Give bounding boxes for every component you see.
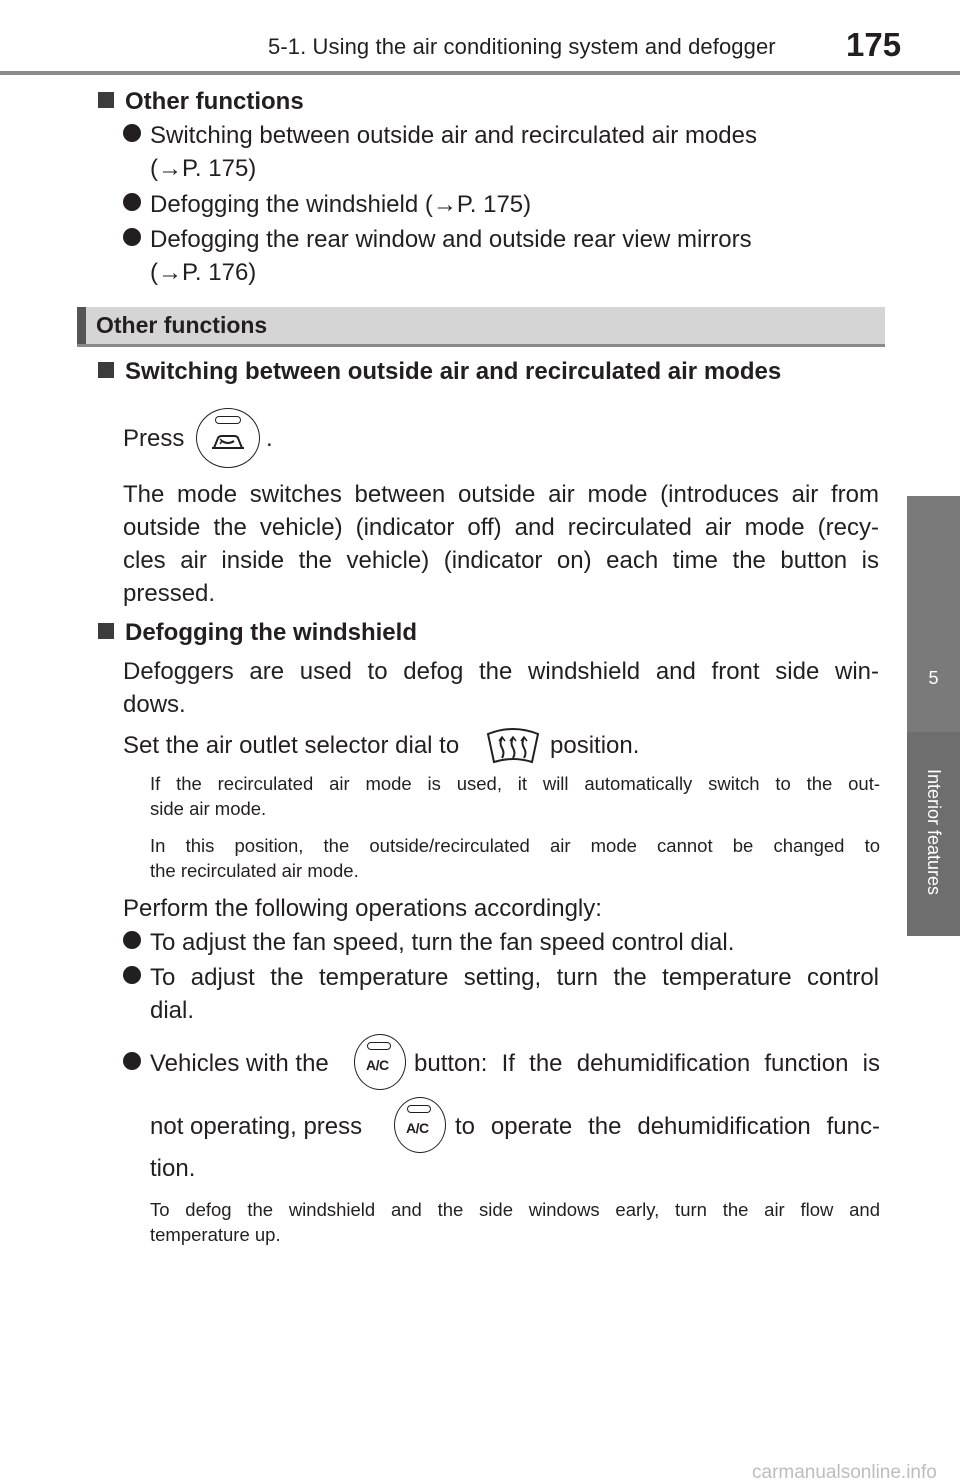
note — [150, 771, 880, 821]
bullet-icon — [123, 228, 141, 246]
press-label: Press — [123, 425, 185, 452]
square-bullet-icon — [98, 623, 114, 639]
paragraph-line: Defoggers are used to defog the windshield and front side win- — [123, 658, 879, 685]
switching-paragraph — [123, 478, 879, 610]
recirculated-air-button-icon — [196, 408, 262, 468]
watermark: carmanualsonline.info — [752, 1462, 937, 1483]
chapter-number: 5 — [928, 668, 939, 688]
list-item-link[interactable]: (→P. 176) — [150, 259, 257, 286]
header-rule — [0, 71, 960, 75]
bullet-icon — [123, 931, 141, 949]
paragraph-line: The mode switches between outside air mode (introduces air from — [123, 481, 879, 508]
paragraph-line: cles air inside the vehicle) (indicator on) each time the button is — [123, 547, 879, 574]
list-item-link[interactable]: (→P. 175) — [150, 155, 257, 182]
note-line: temperature up. — [150, 1224, 281, 1245]
ac-button-icon — [354, 1034, 408, 1092]
ac-button-icon — [394, 1097, 448, 1155]
set-dial-text-before: Set the air outlet selector dial to — [123, 732, 460, 759]
other-functions-list-heading: Other functions — [98, 85, 304, 118]
square-bullet-icon — [98, 92, 114, 108]
list-item — [123, 961, 879, 1027]
section-title: Other functions — [96, 312, 268, 338]
bullet-icon — [123, 124, 141, 142]
list-item: Vehicles with the — [123, 1047, 329, 1080]
defogging-heading: Defogging the windshield — [98, 616, 417, 649]
note-line: side air mode. — [150, 798, 267, 819]
note-line: If the recirculated air mode is used, it will automatically switch to the out- — [150, 773, 880, 794]
note-line: To defog the windshield and the side windows early, turn the air flow and — [150, 1199, 880, 1220]
list-item-line: tion. — [150, 1155, 196, 1182]
switching-heading: Switching between outside air and recirculated air modes — [98, 355, 781, 388]
paragraph-line: dows. — [123, 691, 186, 718]
ac-button-label: A/C — [366, 1057, 389, 1073]
note — [150, 833, 880, 883]
bullet-icon — [123, 966, 141, 984]
list-item: To adjust the fan speed, turn the fan speed control dial. — [123, 926, 734, 959]
bullet-icon — [123, 1052, 141, 1070]
bullet-icon — [123, 193, 141, 211]
list-item-line: dial. — [150, 997, 195, 1024]
set-dial-text-after: position. — [550, 732, 640, 759]
list-item-line: to operate the dehumidification func- — [455, 1113, 880, 1140]
section-bar-accent — [77, 307, 86, 345]
ac-button-label: A/C — [406, 1120, 429, 1136]
list-item-line: To adjust the temperature setting, turn the temperature control — [150, 964, 879, 991]
running-header: 5-1. Using the air conditioning system and defogger — [268, 34, 776, 59]
note-line: the recirculated air mode. — [150, 860, 359, 881]
list-item: Defogging the rear window and outside rear view mirrors — [123, 223, 752, 256]
chapter-name: Interior features — [924, 768, 944, 896]
chapter-side-tab-top — [907, 496, 960, 732]
defogging-intro — [123, 655, 879, 721]
perform-text: Perform the following operations accordingly: — [123, 895, 602, 922]
page-number: 175 — [846, 26, 902, 63]
section-bar-rule — [77, 344, 885, 347]
square-bullet-icon — [98, 362, 114, 378]
paragraph-line: pressed. — [123, 580, 216, 607]
press-end: . — [266, 425, 273, 452]
list-item: Switching between outside air and recirculated air modes — [123, 119, 757, 152]
paragraph-line: outside the vehicle) (indicator off) and recirculated air mode (recy- — [123, 514, 879, 541]
list-item: Defogging the windshield (→P. 175) — [123, 188, 531, 221]
list-item-line: button: If the dehumidification function is — [414, 1050, 880, 1077]
windshield-defroster-icon — [484, 726, 542, 766]
note — [150, 1197, 880, 1247]
list-item-line: not operating, press — [150, 1113, 363, 1140]
note-line: In this position, the outside/recirculated air mode cannot be changed to — [150, 835, 880, 856]
